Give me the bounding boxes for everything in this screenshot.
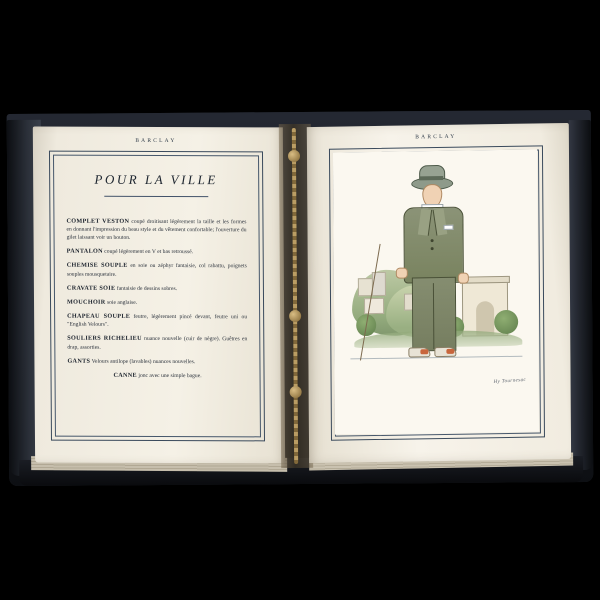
shoe-toe-left <box>420 349 428 354</box>
binding-thread <box>292 128 298 464</box>
entry-lead: CRAVATE SOIE <box>66 284 116 292</box>
entry-desc: coupé légèrement en V et bas retroussé. <box>104 249 194 256</box>
jacket-button <box>431 239 434 242</box>
entry-lead: CANNE <box>113 371 137 379</box>
list-item <box>67 284 247 293</box>
list-item <box>67 298 247 307</box>
right-running-head: BARCLAY <box>415 133 457 141</box>
left-page-frame <box>49 137 265 442</box>
hat-band <box>419 176 443 180</box>
page-title: POUR LA VILLE <box>94 171 218 188</box>
entry-lead: COMPLET VESTON <box>66 217 130 225</box>
entry-lead: MOUCHOIR <box>66 298 106 306</box>
open-book <box>7 110 594 486</box>
shoe-toe-right <box>446 349 454 354</box>
list-item <box>67 335 247 352</box>
gentleman-figure <box>333 149 539 434</box>
left-hand <box>396 268 408 279</box>
entry-desc: Velours antilope (lavables) nuances nouvelles. <box>91 358 196 365</box>
entry-lead: PANTALON <box>66 248 103 256</box>
entry-desc: nuance nouvelle (cuir de nègre). Guêtres en drap, assorties. <box>67 336 248 351</box>
binding-knot <box>290 386 302 398</box>
entry-lead: CHAPEAU SOUPLE <box>67 312 131 320</box>
right-page <box>307 123 571 463</box>
fashion-plate-illustration <box>333 149 539 434</box>
pocket-square <box>443 225 453 230</box>
left-page-body <box>66 212 247 384</box>
entry-lead: CHEMISE SOUPLE <box>66 262 128 270</box>
list-item <box>68 371 248 380</box>
jacket-button <box>431 247 434 250</box>
entry-desc: coupé droitisant légèrement la taille et les formes en donnant l'impression du beau style et du vêtement confortable; l'ouverture du gilet laissant voir un bouton. <box>66 218 247 242</box>
entry-lead: SOULIERS RICHELIEU <box>67 334 142 343</box>
list-item <box>67 262 247 279</box>
left-page <box>33 127 285 464</box>
list-item <box>67 248 247 257</box>
list-item <box>67 312 247 329</box>
list-item <box>67 357 247 366</box>
artist-signature: Hy Tournesac <box>493 377 527 386</box>
entry-lead: GANTS <box>67 357 91 365</box>
entry-desc: en soie ou zéphyr fantaisie, col rabattu, poignets souples mousquetaire. <box>66 263 247 278</box>
list-item <box>66 217 246 243</box>
entry-desc: feutre, légèrement pincé devant, feutre uni ou "English Velours". <box>67 313 248 329</box>
binding-knot <box>288 150 300 162</box>
cover-right-edge <box>569 120 593 470</box>
entry-desc: jonc avec une simple bague. <box>138 372 202 379</box>
entry-desc: soie anglaise. <box>106 299 138 306</box>
binding-knot <box>289 310 301 322</box>
right-hand <box>458 273 469 284</box>
entry-desc: fantaisie de dessins sobres. <box>116 285 178 292</box>
left-running-head: BARCLAY <box>135 137 177 145</box>
walking-cane <box>360 244 381 361</box>
